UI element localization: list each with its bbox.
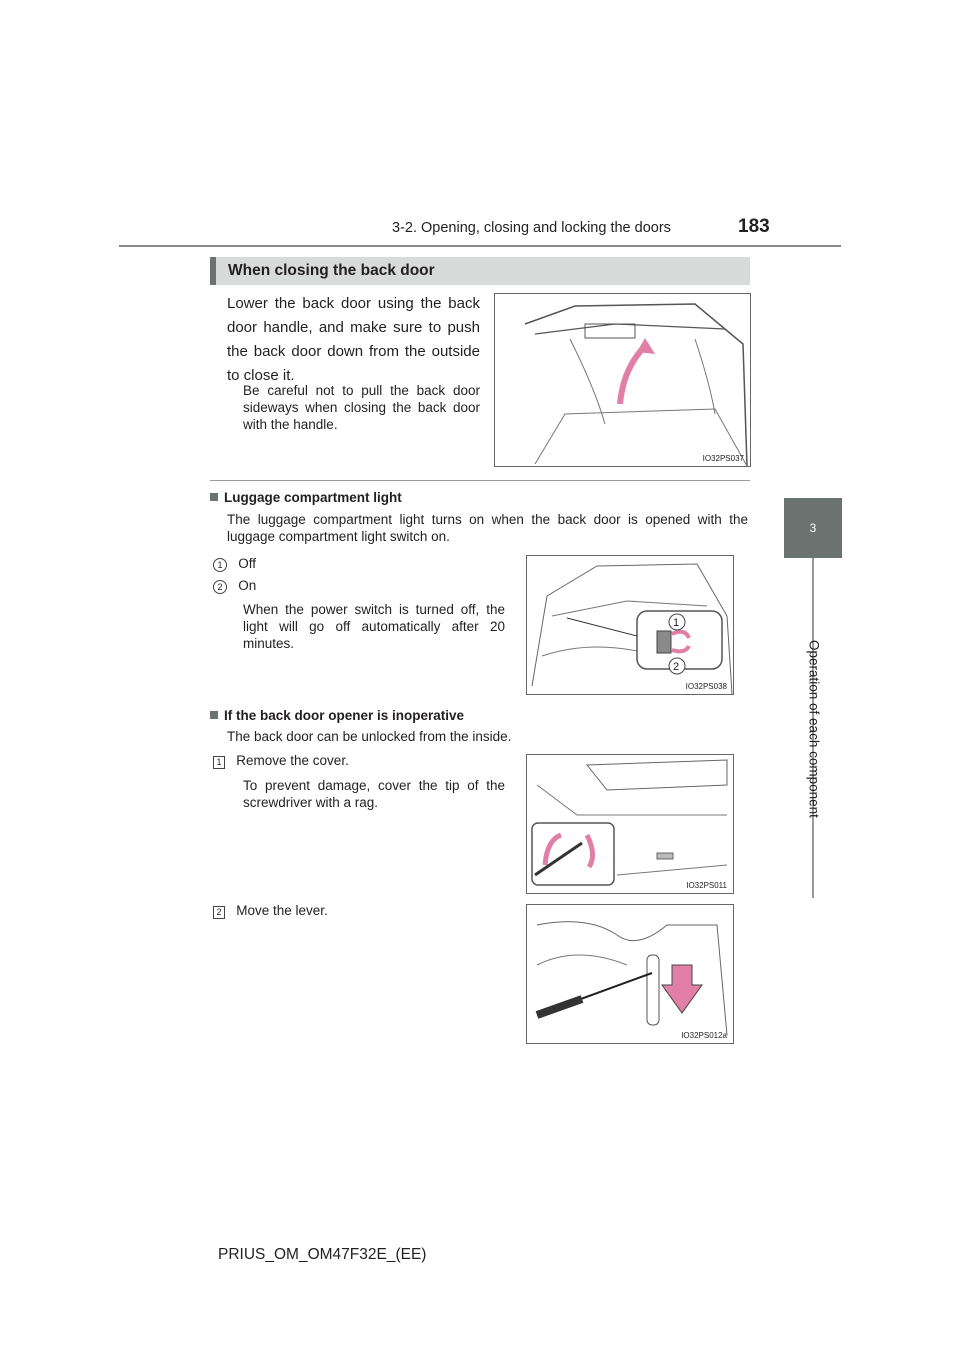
step-number: 1 xyxy=(213,756,225,769)
section-divider xyxy=(210,480,750,481)
cover-illustration xyxy=(527,755,733,893)
callout-2: 2 xyxy=(673,661,680,673)
subheading: Luggage compartment light xyxy=(210,490,402,505)
closing-body: Lower the back door using the back door handle, and make sure to push the back door down from the outside to close it. xyxy=(227,295,480,384)
header-divider xyxy=(119,245,841,247)
list-item: 2 On xyxy=(213,577,256,594)
section-heading: When closing the back door xyxy=(210,257,750,285)
cover-removal-figure xyxy=(526,754,734,894)
chapter-tab xyxy=(784,498,842,558)
luggage-note: When the power switch is turned off, the light will go off automatically after 20 minutes. xyxy=(243,602,505,651)
back-door-illustration xyxy=(495,294,750,466)
list-item: 1 Off xyxy=(213,555,256,572)
callout-1: 1 xyxy=(673,617,680,629)
lever-illustration xyxy=(527,905,733,1043)
figure-code: IO32PS038 xyxy=(685,682,727,691)
back-door-closing-figure xyxy=(494,293,751,467)
step-item: 1 Remove the cover. xyxy=(213,752,349,769)
step-number: 2 xyxy=(213,906,225,919)
figure-code: IO32PS011 xyxy=(686,881,727,890)
item-number: 2 xyxy=(213,580,227,594)
luggage-body: The luggage compartment light turns on when the back door is opened with the luggage compartment light switch on. xyxy=(227,512,748,544)
figure-code: IO32PS037 xyxy=(702,454,744,463)
luggage-illustration xyxy=(527,556,733,694)
opener-body: The back door can be unlocked from the inside. xyxy=(227,729,512,744)
step-note: To prevent damage, cover the tip of the screwdriver with a rag. xyxy=(243,778,505,810)
step-item: 2 Move the lever. xyxy=(213,902,328,919)
bullet-square-icon xyxy=(210,493,218,501)
luggage-light-figure xyxy=(526,555,734,695)
page-number: 183 xyxy=(738,216,770,237)
closing-note: Be careful not to pull the back door sideways when closing the back door with the handle. xyxy=(243,383,480,432)
chapter-label: Operation of each component xyxy=(806,640,822,818)
document-code: PRIUS_OM_OM47F32E_(EE) xyxy=(218,1246,427,1263)
subheading: If the back door opener is inoperative xyxy=(210,708,464,723)
chapter-number: 3 xyxy=(809,521,817,535)
figure-code: IO32PS012a xyxy=(681,1031,727,1040)
section-title: 3-2. Opening, closing and locking the doors xyxy=(392,220,671,236)
item-number: 1 xyxy=(213,558,227,572)
bullet-square-icon xyxy=(210,711,218,719)
lever-figure xyxy=(526,904,734,1044)
